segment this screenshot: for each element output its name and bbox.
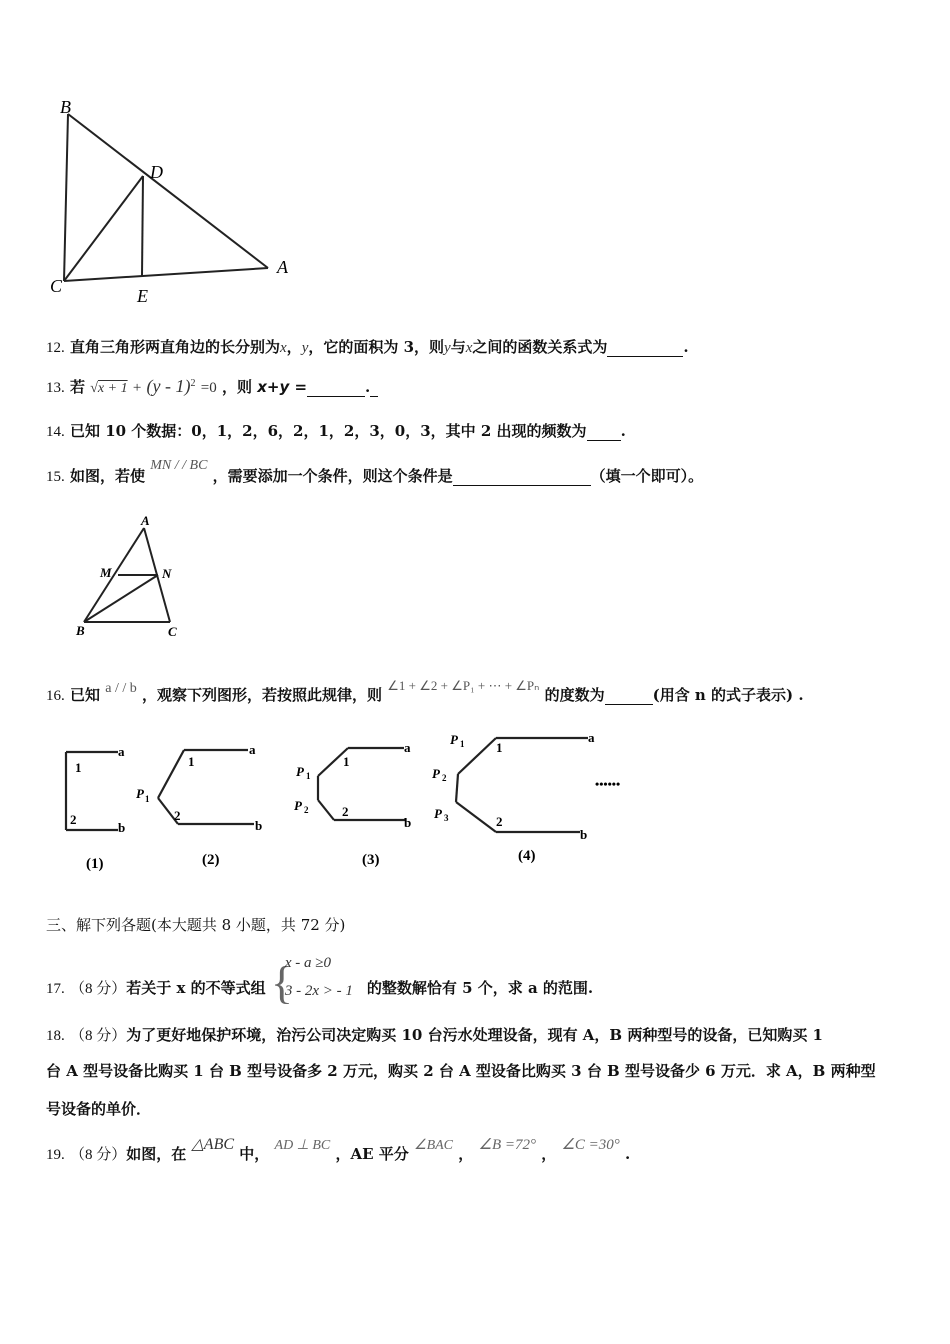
question-18-line-2: 台 A 型号设备比购买 1 台 B 型号设备多 2 万元，购买 2 台 A 型设备比购买 3 台 B 型号设备少 6 万元．求 A，B 两种型	[46, 1062, 876, 1080]
question-number: 12.	[46, 340, 65, 356]
ellipsis: ••••••	[595, 777, 621, 791]
answer-blank[interactable]	[587, 422, 621, 441]
svg-text:b: b	[255, 818, 263, 833]
sqrt-expression: √x + 1	[90, 381, 128, 396]
svg-text:1: 1	[460, 739, 465, 749]
question-number: 16.	[46, 688, 65, 704]
svg-text:1: 1	[145, 794, 150, 804]
svg-text:2: 2	[496, 814, 503, 829]
label-b: B	[60, 97, 71, 117]
svg-text:2: 2	[70, 812, 77, 827]
svg-text:2: 2	[174, 808, 181, 823]
caption-3: (3)	[362, 852, 380, 868]
question-17: 17. （8 分）若关于 x 的不等式组 { x - a ≥0 3 - 2x > - 1 的整数解恰有 5 个，求 a 的范围.	[46, 964, 593, 1014]
label-c: C	[168, 624, 177, 639]
svg-text:1: 1	[496, 740, 503, 755]
question-14: 14. 已知 10 个数据：0，1，2，6，2，1，2，3，0，3，其中 2 出现的频数为 .	[46, 422, 626, 440]
question-number: 17.	[46, 981, 65, 997]
label-a: A	[141, 513, 150, 528]
svg-text:P: P	[434, 806, 442, 821]
question-15: 15. 如图，若使 MN / / BC ，需要添加一个条件，则这个条件是 （填一个即可）。	[46, 458, 704, 485]
svg-text:1: 1	[306, 771, 311, 781]
question-number: 14.	[46, 424, 65, 440]
answer-blank[interactable]	[307, 378, 365, 397]
answer-blank[interactable]	[607, 338, 683, 357]
question-18: 18. （8 分）为了更好地保护环境，治污公司决定购买 10 台污水处理设备，现有 A，B 两种型号的设备，已知购买 1	[46, 1026, 823, 1044]
svg-text:2: 2	[304, 805, 309, 815]
caption-1: (1)	[86, 856, 104, 872]
svg-text:2: 2	[342, 804, 349, 819]
triangle-figure-mn-bc	[72, 512, 192, 642]
question-13: 13. 若 √x + 1 + (y - 1)$^2$ =0 ，则 x+y = .	[46, 376, 378, 397]
svg-text:1: 1	[188, 754, 195, 769]
svg-text:P: P	[432, 766, 440, 781]
answer-blank[interactable]	[605, 686, 653, 705]
label-d: D	[150, 162, 163, 182]
svg-text:b: b	[580, 827, 588, 842]
svg-text:a: a	[118, 744, 125, 759]
triangle-figure-bdcea	[40, 96, 310, 306]
svg-text:3: 3	[444, 813, 449, 823]
question-number: 19.	[46, 1147, 65, 1163]
label-e: E	[137, 286, 148, 306]
question-number: 13.	[46, 380, 65, 396]
svg-text:1: 1	[343, 754, 350, 769]
svg-text:a: a	[404, 740, 411, 755]
svg-text:P: P	[136, 786, 144, 801]
label-m: M	[100, 565, 112, 580]
question-18-line-3: 号设备的单价．	[46, 1100, 152, 1118]
svg-text:a: a	[249, 742, 256, 757]
svg-text:P: P	[450, 732, 458, 747]
svg-text:b: b	[404, 815, 412, 830]
caption-2: (2)	[202, 852, 220, 868]
label-n: N	[162, 566, 172, 581]
svg-text:P: P	[294, 798, 302, 813]
section-title: 三、解下列各题(本大题共 8 小题，共 72 分)	[46, 916, 346, 934]
svg-text:b: b	[118, 820, 126, 835]
label-c: C	[50, 276, 63, 296]
question-number: 15.	[46, 469, 65, 485]
inequality-system: { x - a ≥0 3 - 2x > - 1	[270, 955, 353, 1008]
answer-blank[interactable]	[453, 467, 591, 486]
svg-text:1: 1	[75, 760, 82, 775]
caption-4: (4)	[518, 848, 536, 864]
label-b: B	[76, 623, 85, 638]
svg-text:2: 2	[442, 773, 447, 783]
question-number: 18.	[46, 1028, 65, 1044]
question-12: 12. 直角三角形两直角边的长分别为x，y，它的面积为 3，则y与x之间的函数关系式为 .	[46, 338, 689, 356]
svg-text:P: P	[296, 764, 304, 779]
svg-text:a: a	[588, 730, 595, 745]
question-19: 19. （8 分）如图，在 △ABC 中， AD ⊥ BC ，AE 平分 ∠BAC ， ∠B =72° ， ∠C =30° .	[46, 1136, 631, 1163]
question-16: 16. 已知 a / / b ，观察下列图形，若按照此规律，则 ∠1 + ∠2 + ∠P₁ + ⋯ + ∠Pₙ 的度数为 (用含 n 的式子表示) .	[46, 678, 804, 704]
label-a: A	[277, 257, 288, 277]
parallel-lines-pattern-figures	[50, 726, 650, 876]
